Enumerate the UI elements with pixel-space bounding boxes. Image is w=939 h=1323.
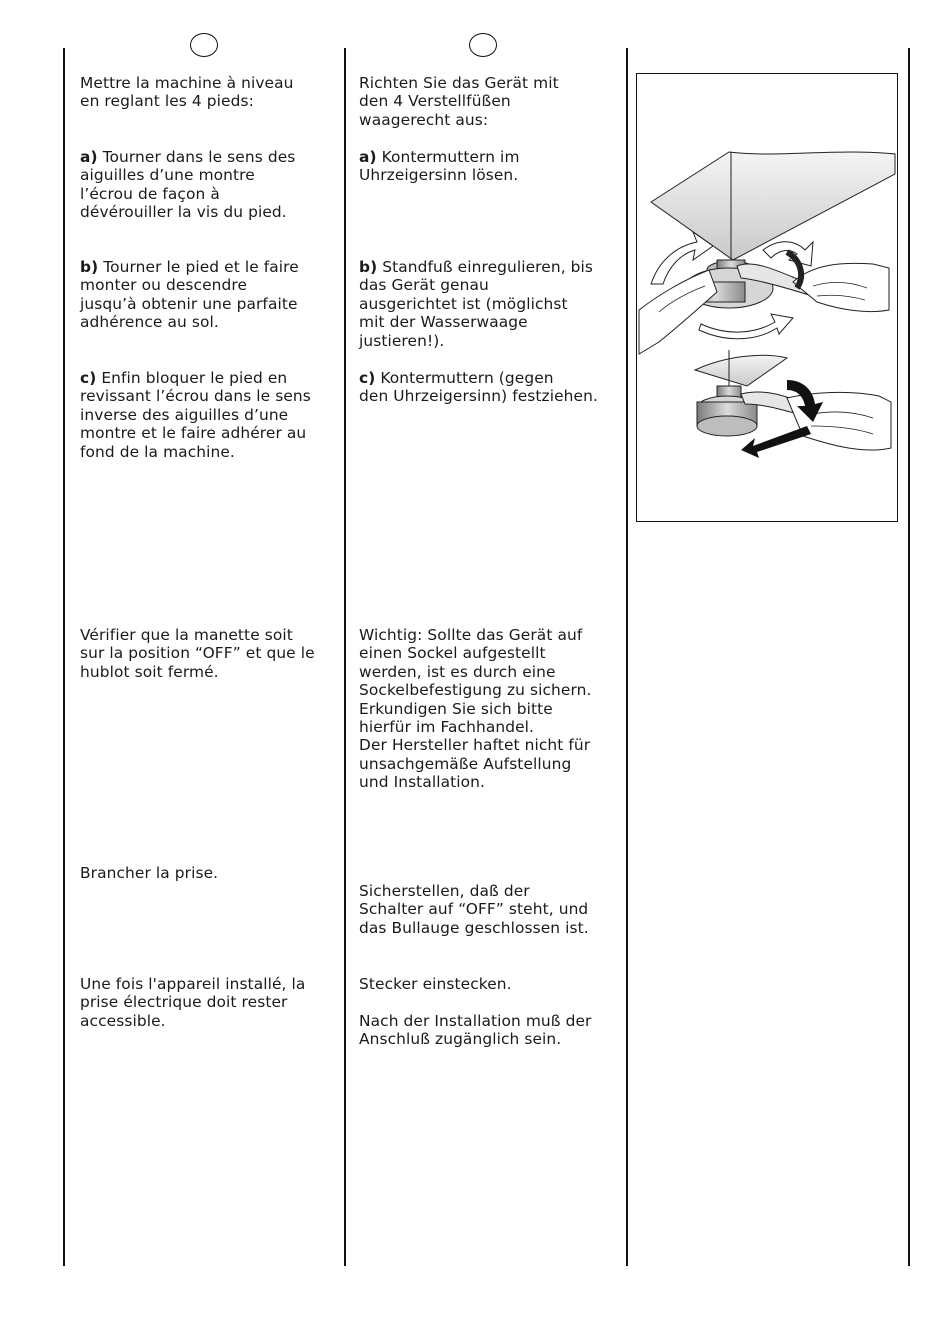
de-step-b-letter: b) bbox=[359, 258, 378, 276]
fr-intro: Mettre la machine à niveau en reglant les 4 pieds: bbox=[80, 74, 294, 111]
fr-step-c bbox=[80, 369, 342, 461]
fr-step-b-letter: b) bbox=[80, 258, 99, 276]
german-language-marker bbox=[469, 33, 497, 57]
fr-access: Une fois l'appareil installé, la prise électrique doit rester accessible. bbox=[80, 975, 306, 1030]
de-important: Wichtig: Sollte das Gerät auf einen Sockel aufgestellt werden, ist es durch eine Sockelbefestigung zu sichern. Erkundigen Sie sich bitte hierfür im Fachhandel. Der Hersteller haftet nicht für unsachgemäße Aufstellung und Installation. bbox=[359, 626, 592, 792]
fr-step-b-text: Tourner le pied et le faire monter ou descendre jusqu’à obtenir une parfaite adhérence au sol. bbox=[80, 258, 299, 332]
de-step-a-letter: a) bbox=[359, 148, 377, 166]
fr-plug: Brancher la prise. bbox=[80, 864, 219, 882]
de-step-b bbox=[359, 258, 621, 350]
de-step-a-text: Kontermuttern im Uhrzeigersinn lösen. bbox=[359, 148, 520, 185]
de-step-c-text: Kontermuttern (gegen den Uhrzeigersinn) festziehen. bbox=[359, 369, 598, 406]
de-plug: Stecker einstecken. bbox=[359, 975, 512, 993]
french-language-marker bbox=[190, 33, 218, 57]
wrench-leveling-foot-illustration bbox=[637, 74, 896, 520]
fr-step-a bbox=[80, 148, 342, 222]
outer-right-rule bbox=[908, 48, 910, 1266]
fr-step-a-text: Tourner dans le sens des aiguilles d’une montre l’écrou de façon à dévérouiller la vis du pied. bbox=[80, 148, 296, 222]
de-access: Nach der Installation muß der Anschluß zugänglich sein. bbox=[359, 1012, 592, 1049]
left-column-rule bbox=[63, 48, 65, 1266]
de-check: Sicherstellen, daß der Schalter auf “OFF” steht, und das Bullauge geschlossen ist. bbox=[359, 882, 589, 937]
de-intro: Richten Sie das Gerät mit den 4 Verstellfüßen waagerecht aus: bbox=[359, 74, 559, 129]
de-step-c bbox=[359, 369, 621, 406]
de-step-b-text: Standfuß einregulieren, bis das Gerät genau ausgerichtet ist (möglichst mit der Wasserwaage justieren!). bbox=[359, 258, 594, 350]
de-step-a bbox=[359, 148, 621, 185]
leveling-illustration-box bbox=[636, 73, 898, 522]
right-column-rule bbox=[626, 48, 628, 1266]
middle-column-rule bbox=[344, 48, 346, 1266]
fr-step-b bbox=[80, 258, 342, 332]
fr-step-c-text: Enfin bloquer le pied en revissant l’écrou dans le sens inverse des aiguilles d’une montre et le faire adhérer au fond de la machine. bbox=[80, 369, 311, 461]
de-step-c-letter: c) bbox=[359, 369, 376, 387]
fr-step-c-letter: c) bbox=[80, 369, 97, 387]
fr-check: Vérifier que la manette soit sur la position “OFF” et que le hublot soit fermé. bbox=[80, 626, 315, 681]
fr-step-a-letter: a) bbox=[80, 148, 98, 166]
